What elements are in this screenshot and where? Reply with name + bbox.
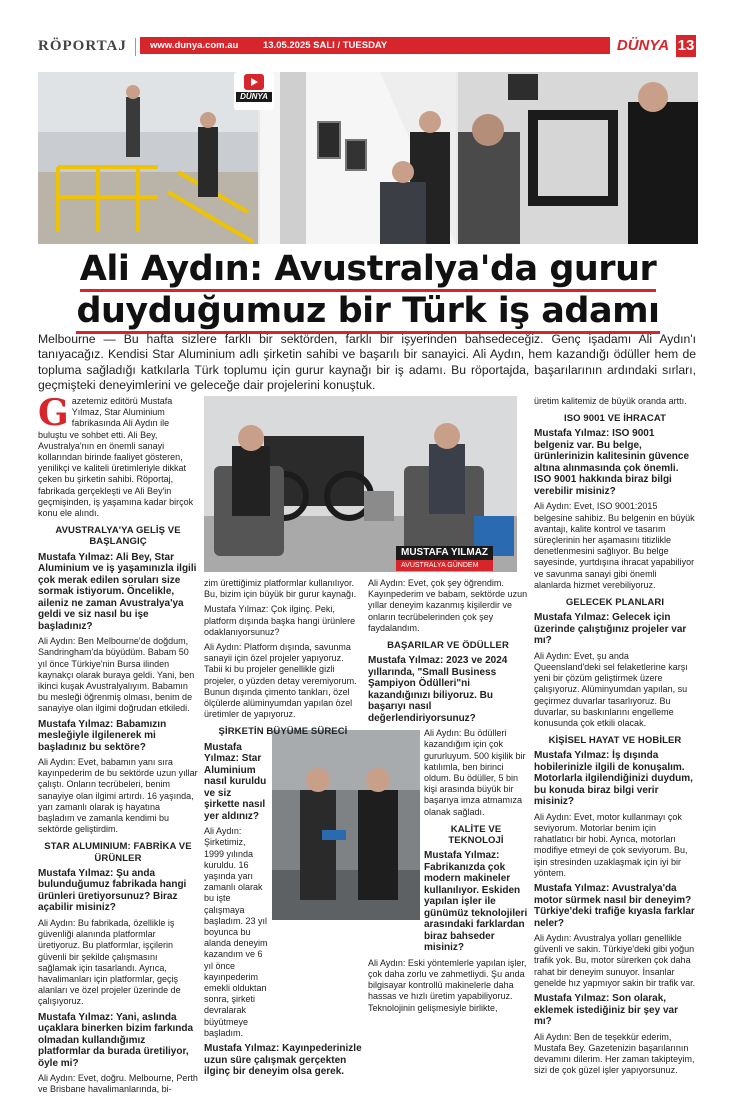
play-icon (244, 74, 264, 90)
subheading: GELECEK PLANLARI (565, 597, 665, 609)
answer: Ali Aydın: Bu ödülleri kazandığım için çok gururluyum. 500 kişilik bir katılımla, ben birinci oldum. Bu ödüller, 5 bin kişi arasında büyük bir başarıya imza atmamıza olanak sağladı. (424, 728, 526, 817)
header-date: 13.05.2025 SALI / TUESDAY (262, 40, 388, 51)
subheading: ŞİRKETİN BÜYÜME SÜRECİ (218, 726, 348, 738)
question: Mustafa Yılmaz: Çok ilginç. Peki, platform dışında başka hangi ürünlere odaklanıyorsunuz? (204, 604, 356, 637)
answer: Ali Aydın: Şirketimiz, 1999 yılında kuruldu. 16 yaşında yarı zamanlı olarak bu işte çalışmaya başladım. 23 yıl boyunca bu alanda deneyim kazandım ve 6 yıl önce kayınpederim emekli olduktan sonra, şirketi devralarak büyütmeye başladım. (204, 826, 268, 1038)
question: Mustafa Yılmaz: İş dışında hobilerinizle ilgili de konuşalım. Motorlarla ilgilendiğinizi duydum, bu konuda biraz bilgi verir misiniz? (534, 750, 693, 808)
answer: Ali Aydın: Evet, babamın yanı sıra kayınpederim de bu sektörde uzun yıllar çalıştı. Onların tecrübeleri, benim sanayiye olan ilgimi artırdı. 16 yaşında, yarı zamanlı olarak iş hayatına başladım ve zamanla kendimi bu sektörde geliştirdim. (38, 757, 198, 835)
intro-paragraph: Gazetemiz editörü Mustafa Yılmaz, Star Aluminium fabrikasında Ali Aydın ile buluştu ve sohbet etti. Ali Bey, Avustralya'nın en önemli sanayi kollarından birinde faaliyet gösteren, yenilikçi ve kaliteli üretimleriyle dikkat çeken bu şirketin sahibi. Röportaj, fabrikada gerçekleşti ve Ali Bey'in geçmişinden, iş yaşamına kadar birçok konu ele alındı. (38, 392, 194, 519)
question: Mustafa Yılmaz: 2023 ve 2024 yıllarında, "Small Business Şampiyon Ödülleri"ni kazandığınızı biliyoruz. Bu başarıyı nasıl değerlendiriyorsunuz? (368, 655, 508, 724)
answer: Ali Aydın: Avustralya yolları genellikle güvenli ve sakin. Türkiye'deki gibi yoğun trafik yok. Bu, motor sürerken çok daha rahat bir deneyim sunuyor. İnsanlar genelde hız yapmıyor sakin bir trafik var. (534, 933, 696, 988)
subheading: KALİTE VE TEKNOLOJİ (448, 823, 504, 847)
question: Mustafa Yılmaz: Şu anda bulunduğumuz fabrikada hangi ürünleri üretiyorsunuz? Biraz açabilir misiniz? (38, 867, 187, 914)
answer: üretim kalitemiz de büyük oranda arttı. (534, 396, 687, 406)
drop-cap: G (38, 392, 69, 434)
subheading: AVUSTRALYA'YA GELİŞ VE BAŞLANGIÇ (55, 525, 181, 548)
answer: Ali Aydın: Evet, şu anda Queensland'deki sel felaketlerine karşı yeni bir çözüm geliştirmek üzere çalışıyoruz. Alüminyumdan yapılan, su geçirmez duvarlar tasarlıyoruz. Bu duvarlar, su baskınlarını engelleme konusunda çok etkili olacak. (534, 650, 688, 728)
subheading: STAR ALUMINIUM: FABRİKA VE ÜRÜNLER (44, 841, 192, 864)
answer: Ali Aydın: Ben de teşekkür ederim, Mustafa Bey. Gazetenizin başarılarının devamını dilerim. Her zaman takipteyim, sizi de çok güzel işler yapıyorsunuz. (534, 1031, 695, 1076)
answer: Ali Aydın: Evet, motor kullanmayı çok seviyorum. Motorlar benim için rahatlatıcı bir hobi. Ayrıca, motorları modifiye etmeyi de çok seviyorum. Bu, işin stresinden uzaklaşmak için iyi bir yöntem. (534, 811, 688, 878)
question: Mustafa Yılmaz: Fabrikanızda çok modern makineler kullanılıyor. Eskiden yapılan işler ile günümüz teknolojileri arasındaki farklardan biraz bahseder misiniz? (424, 850, 528, 954)
caption-name: MUSTAFA YILMAZ (396, 546, 493, 560)
subheading: KİŞİSEL HAYAT VE HOBİLER (548, 735, 682, 747)
headline-line-1: Ali Aydın: Avustralya'da gurur (80, 249, 657, 292)
question: Mustafa Yılmaz: Avustralya'da motor sürmek nasıl bir deneyim? Türkiye'deki trafiğe kıyasla farklar neler? (534, 883, 695, 929)
framed-photo-photo (458, 72, 698, 244)
question: Mustafa Yılmaz: ISO 9001 belgeniz var. Bu belge, ürünlerinizin kalitesinin güvence altına alınmasında çok önemli. ISO 9001 hakkında biraz bilgi verebilir misiniz? (534, 428, 690, 497)
column-2 (204, 578, 362, 1082)
subheading: ISO 9001 VE İHRACAT (563, 413, 667, 425)
answer: Ali Aydın: Bu fabrikada, özellikle iş güvenliği alanında platformlar üretiyoruz. Bu platformlar, işçilerin güvenli bir şekilde çalışmasını sağlamak için tasarlandı. Ayrıca, havalimanları için platformlar, geçiş alanları ve özel projeler üzerinde de çalışıyoruz. (38, 917, 181, 1007)
photo-strip (38, 72, 698, 244)
column-3 (368, 578, 528, 1018)
answer: Ali Aydın: Evet, çok şey öğrendim. Kayınpederim ve babam, sektörde uzun yıllar deneyim kazanmış kişilerdir ve onların tecrübelerinden çok şey faydalandım. (368, 578, 528, 633)
answer: Ali Aydın: Eski yöntemlerle yapılan işler, çok daha zorlu ve zahmetliydi. Şu anda bilgisayar kontrollü makinelerle daha hassas ve hızlı üretim yapabiliyoruz. Teknolojinin gelişmesiyle birlikte, (368, 957, 527, 1013)
page-number: 13 (676, 35, 696, 57)
answer: Ali Aydın: Ben Melbourne'de doğdum, Sandringham'da büyüdüm. Babam 50 yıl önce Türkiye'nin Bursa ilinden kaynakçı olarak buraya geldi. Yani, ben ikinci kuşak Avustralyalıyım. Babamın bu mesleği öğrenmiş olması, benim de sanayiye olan ilgimi doğrudan etkiledi. (38, 636, 195, 714)
column-4 (534, 396, 696, 1080)
header-url[interactable]: www.dunya.com.au (150, 40, 239, 51)
dunya-logo: DÜNYA (612, 36, 674, 56)
photo-caption (396, 546, 493, 571)
question: Mustafa Yılmaz: Gelecek için üzerinde çalıştığınız projeler var mı? (534, 612, 687, 647)
headline (38, 248, 698, 332)
header-bar (140, 37, 610, 54)
subheading: BAŞARILAR VE ÖDÜLLER (387, 640, 509, 652)
lead-paragraph: Melbourne — Bu hafta sizlere farklı bir sektörden, farklı bir işyerinden bahsedeceğiz. Genç işadamı Ali Aydın'ı tanıyacağız. Kendisi Star Aluminium adlı şirketin sahibi ve başarılı bir sanayici. Ali Aydın, hem kazandığı ödüller hem de topluma sağladığı katkılarla Türk toplumu için gurur kaynağı bir iş adamı. Bu röportajda, başarılarının ardındaki sırları, geçmişteki deneyimlerini ve geleceğe dair projelerini konuştuk. (38, 332, 696, 393)
headline-line-2: duyduğumuz bir Türk iş adamı (76, 291, 659, 334)
badge-logo-text: DÜNYA (236, 92, 272, 102)
question: Mustafa Yılmaz: Kayınpederinizle uzun süre çalışmak gerçekten ilginç bir deneyim olsa gerek. (204, 1043, 362, 1077)
question: Mustafa Yılmaz: Star Aluminium nasıl kuruldu ve siz şirkette nasıl yer aldınız? (204, 741, 267, 822)
interview-photo (204, 396, 517, 572)
office-corridor-photo (260, 72, 456, 244)
question: Mustafa Yılmaz: Yani, aslında uçaklara binerken bizim farkında olmadan kullandığımız platformlar da burada üretiliyor, öyle mi? (38, 1011, 194, 1069)
factory-platform-photo (38, 72, 258, 244)
column-1 (38, 392, 198, 1099)
answer: zim ürettiğimiz platformlar kullanılıyor. Bu, bizim için büyük bir gurur kaynağı. (204, 578, 357, 600)
dunya-video-badge (234, 72, 274, 110)
question: Mustafa Yılmaz: Son olarak, eklemek istediğiniz bir şey var mı? (534, 993, 678, 1028)
question: Mustafa Yılmaz: Babamızın mesleğiyle ilgilenerek mi başladınız bu sektöre? (38, 718, 167, 753)
question: Mustafa Yılmaz: Ali Bey, Star Aluminium ve iş yaşamınızla ilgili çok merak edilen soruları size sormak istiyorum. Öncelikle, aileniz ne zaman Avustralya'ya geldi ve siz nasıl bu işe başladınız? (38, 551, 197, 632)
answer: Ali Aydın: Platform dışında, savunma sanayii için özel projeler yapıyoruz. Tabii ki bu projeler genellikle gizli projeler, o yüzden detay veremiyorum. Bunun dışında çimento tankları, özel ölçülerde alüminyumdan yapılan özel üretimler de yapıyoruz. (204, 642, 357, 720)
caption-org: AVUSTRALYA GÜNDEM (396, 560, 493, 571)
answer: Ali Aydın: Evet, doğru. Melbourne, Perth ve Brisbane havalimanlarında, bi- (38, 1073, 198, 1095)
answer: Ali Aydın: Evet, ISO 9001:2015 belgesine sahibiz. Bu belgenin en büyük avantajı, kalite kontrol ve tasarım süreçlerinin her aşamasını titizlikle denetlenmesini sağlıyor. Bu belge sayesinde, yurtdışına ihracat yapabiliyor ve savunma sanayi gibi önemli alanlarda hizmet verebiliyoruz. (534, 501, 695, 590)
header-divider (135, 38, 136, 56)
section-title: RÖPORTAJ (38, 38, 127, 54)
